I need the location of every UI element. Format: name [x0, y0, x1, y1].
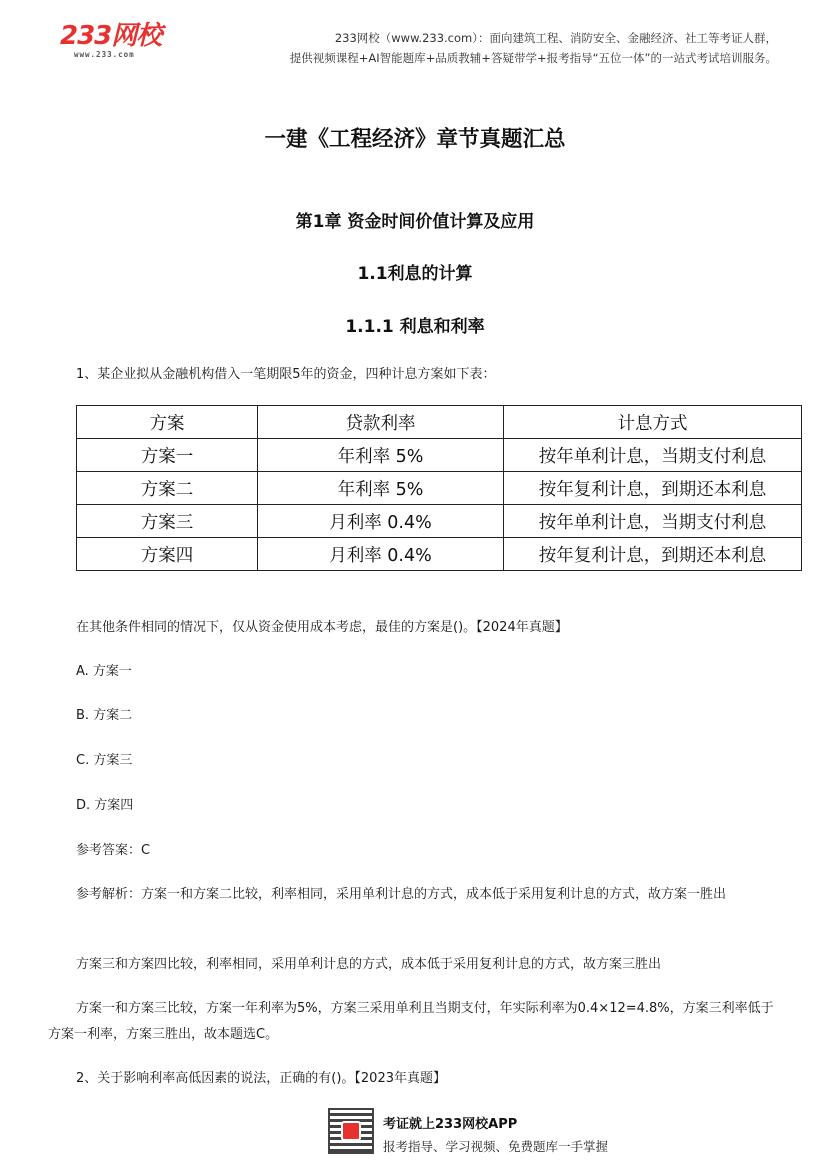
section-heading: 1.1利息的计算 — [357, 264, 473, 284]
table-header-cell: 方案 — [77, 406, 258, 439]
footer-title: 考证就上233网校APP — [383, 1117, 518, 1132]
table-cell: 方案三 — [77, 505, 258, 538]
question-1-stem: 1、某企业拟从金融机构借入一笔期限5年的资金，四种计息方案如下表： — [76, 367, 496, 382]
table-cell: 方案二 — [77, 472, 258, 505]
table-cell: 按年复利计息，到期还本利息 — [504, 472, 802, 505]
table-row — [77, 505, 802, 538]
table-row — [77, 472, 802, 505]
option-c: C. 方案三 — [76, 753, 133, 768]
chapter-heading: 第1章 资金时间价值计算及应用 — [295, 212, 535, 232]
table-cell: 方案一 — [77, 439, 258, 472]
page-header — [0, 0, 830, 78]
analysis-paragraph-3: 方案一和方案三比较，方案一年利率为5%，方案三采用单利且当期支付，年实际利率为0.4×12=4.8%，方案三利率低于方案一利率，方案三胜出，故本题选C。 — [48, 1001, 774, 1042]
table-cell: 年利率 5% — [258, 472, 504, 505]
brand-logo[interactable] — [60, 22, 161, 59]
logo-wordmark: 233网校 — [60, 21, 162, 51]
table-header-cell: 贷款利率 — [258, 406, 504, 439]
analysis-paragraph-2: 方案三和方案四比较，利率相同，采用单利计息的方式，成本低于采用复利计息的方式，故方案三胜出 — [76, 957, 662, 972]
header-line-1: 233网校（www.233.com）：面向建筑工程、消防安全、金融经济、社工等考证人群， — [334, 31, 777, 45]
app-badge-icon — [341, 1121, 361, 1141]
analysis-paragraph-1: 参考解析：方案一和方案二比较，利率相同，采用单利计息的方式，成本低于采用复利计息的方式，故方案一胜出 — [76, 887, 727, 902]
option-b: B. 方案二 — [76, 708, 133, 723]
question-2-stem: 2、关于影响利率高低因素的说法，正确的有()。【2023年真题】 — [76, 1071, 446, 1086]
footer-subtitle: 报考指导、学习视频、免费题库一手掌握 — [383, 1139, 609, 1154]
question-1-prompt: 在其他条件相同的情况下，仅从资金使用成本考虑，最佳的方案是()。【2024年真题】 — [76, 620, 568, 635]
table-cell: 月利率 0.4% — [258, 505, 504, 538]
table-cell: 按年复利计息，到期还本利息 — [504, 538, 802, 571]
document-title: 一建《工程经济》章节真题汇总 — [264, 127, 566, 152]
option-a: A. 方案一 — [76, 664, 132, 679]
reference-answer: 参考答案：C — [76, 843, 151, 858]
table-header-row — [77, 406, 802, 439]
header-line-2: 提供视频课程+AI智能题库+品质教辅+答疑带学+报考指导“五位一体”的一站式考试培训服务。 — [289, 51, 777, 65]
plans-table — [76, 405, 802, 571]
table-header-cell: 计息方式 — [504, 406, 802, 439]
table-row — [77, 538, 802, 571]
header-description — [290, 28, 777, 68]
table-row — [77, 439, 802, 472]
subsection-heading: 1.1.1 利息和利率 — [345, 317, 485, 337]
table-cell: 按年单利计息，当期支付利息 — [504, 505, 802, 538]
table-cell: 方案四 — [77, 538, 258, 571]
table-cell: 月利率 0.4% — [258, 538, 504, 571]
logo-url: www.233.com — [74, 50, 135, 59]
table-cell: 按年单利计息，当期支付利息 — [504, 439, 802, 472]
option-d: D. 方案四 — [76, 798, 134, 813]
table-cell: 年利率 5% — [258, 439, 504, 472]
